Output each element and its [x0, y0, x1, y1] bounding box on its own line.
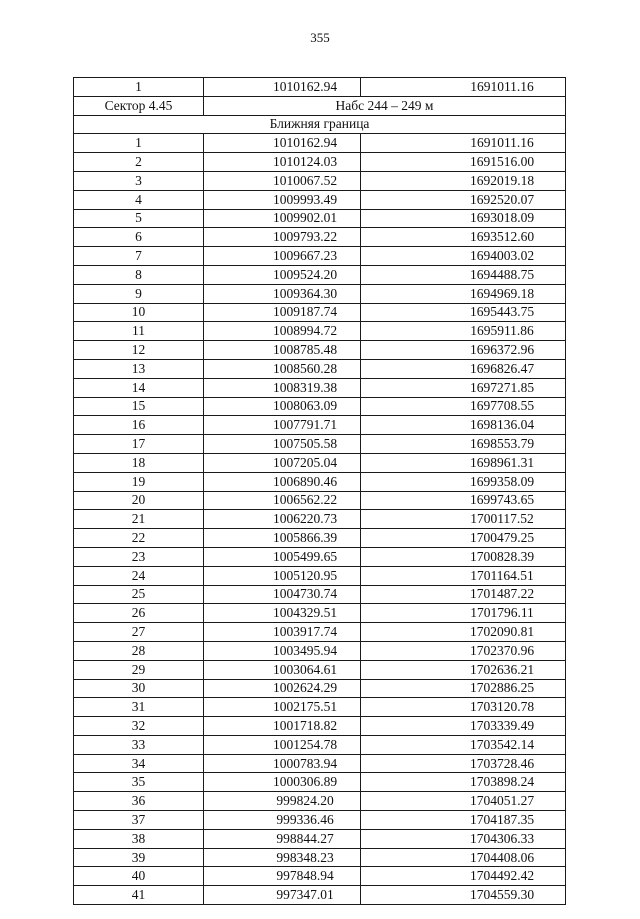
point-index-cell: 35 [74, 773, 204, 792]
y-coordinate-cell: 1701164.51 [361, 566, 566, 585]
y-coordinate-cell: 1698961.31 [361, 453, 566, 472]
point-index-cell: 26 [74, 604, 204, 623]
y-coordinate-cell: 1695443.75 [361, 303, 566, 322]
point-index-cell: 21 [74, 510, 204, 529]
point-index-cell: 22 [74, 529, 204, 548]
y-coordinate-cell: 1693512.60 [361, 228, 566, 247]
y-coordinate-cell: 1703542.14 [361, 735, 566, 754]
table-row [74, 453, 566, 472]
point-index-cell: 2 [74, 153, 204, 172]
point-index-cell: 1 [74, 134, 204, 153]
x-coordinate-cell: 1003064.61 [204, 660, 361, 679]
y-coordinate-cell: 1700828.39 [361, 547, 566, 566]
table-row [74, 623, 566, 642]
point-index-cell: 38 [74, 829, 204, 848]
point-index-cell: 19 [74, 472, 204, 491]
y-coordinate-cell: 1691516.00 [361, 153, 566, 172]
table-row [74, 848, 566, 867]
table-row [74, 247, 566, 266]
x-coordinate-cell: 1000783.94 [204, 754, 361, 773]
point-index-cell: 15 [74, 397, 204, 416]
point-index-cell: 29 [74, 660, 204, 679]
y-coordinate-cell: 1698136.04 [361, 416, 566, 435]
point-index-cell: 41 [74, 886, 204, 905]
y-coordinate-cell: 1703728.46 [361, 754, 566, 773]
table-row [74, 829, 566, 848]
x-coordinate-cell: 1009993.49 [204, 190, 361, 209]
x-coordinate-cell: 1009364.30 [204, 284, 361, 303]
y-coordinate-cell: 1700117.52 [361, 510, 566, 529]
x-coordinate-cell: 1010162.94 [204, 78, 361, 97]
point-index-cell: 33 [74, 735, 204, 754]
table-row [74, 867, 566, 886]
table-row [74, 303, 566, 322]
table-row [74, 660, 566, 679]
x-coordinate-cell: 1007505.58 [204, 435, 361, 454]
x-coordinate-cell: 1006562.22 [204, 491, 361, 510]
x-coordinate-cell: 1007205.04 [204, 453, 361, 472]
table-row [74, 265, 566, 284]
x-coordinate-cell: 1001254.78 [204, 735, 361, 754]
y-coordinate-cell: 1692520.07 [361, 190, 566, 209]
point-index-cell: 18 [74, 453, 204, 472]
table-row [74, 510, 566, 529]
table-row [74, 811, 566, 830]
x-coordinate-cell: 1010124.03 [204, 153, 361, 172]
table-row [74, 153, 566, 172]
x-coordinate-cell: 1006220.73 [204, 510, 361, 529]
point-index-cell: 7 [74, 247, 204, 266]
point-index-cell: 11 [74, 322, 204, 341]
x-coordinate-cell: 997347.01 [204, 886, 361, 905]
table-row [74, 585, 566, 604]
x-coordinate-cell: 1004730.74 [204, 585, 361, 604]
x-coordinate-cell: 1009187.74 [204, 303, 361, 322]
table-row [74, 698, 566, 717]
x-coordinate-cell: 1008063.09 [204, 397, 361, 416]
x-coordinate-cell: 1003495.94 [204, 641, 361, 660]
point-index-cell: 14 [74, 378, 204, 397]
y-coordinate-cell: 1696372.96 [361, 341, 566, 360]
y-coordinate-cell: 1704187.35 [361, 811, 566, 830]
y-coordinate-cell: 1702090.81 [361, 623, 566, 642]
y-coordinate-cell: 1703898.24 [361, 773, 566, 792]
y-coordinate-cell: 1694969.18 [361, 284, 566, 303]
y-coordinate-cell: 1696826.47 [361, 359, 566, 378]
table-row [74, 604, 566, 623]
y-coordinate-cell: 1701487.22 [361, 585, 566, 604]
table-body [74, 78, 566, 905]
y-coordinate-cell: 1693018.09 [361, 209, 566, 228]
y-coordinate-cell: 1704306.33 [361, 829, 566, 848]
x-coordinate-cell: 1010067.52 [204, 171, 361, 190]
table-row [74, 773, 566, 792]
x-coordinate-cell: 1002624.29 [204, 679, 361, 698]
table-row [74, 679, 566, 698]
table-row [74, 359, 566, 378]
y-coordinate-cell: 1704408.06 [361, 848, 566, 867]
x-coordinate-cell: 1004329.51 [204, 604, 361, 623]
point-index-cell: 32 [74, 717, 204, 736]
y-coordinate-cell: 1698553.79 [361, 435, 566, 454]
point-index-cell: 28 [74, 641, 204, 660]
y-coordinate-cell: 1703120.78 [361, 698, 566, 717]
x-coordinate-cell: 999824.20 [204, 792, 361, 811]
point-index-cell: 30 [74, 679, 204, 698]
y-coordinate-cell: 1695911.86 [361, 322, 566, 341]
x-coordinate-cell: 1008785.48 [204, 341, 361, 360]
y-coordinate-cell: 1702370.96 [361, 641, 566, 660]
point-index-cell: 3 [74, 171, 204, 190]
table-row [74, 735, 566, 754]
point-index-cell: 40 [74, 867, 204, 886]
y-coordinate-cell: 1699743.65 [361, 491, 566, 510]
boundary-title: Ближняя граница [74, 115, 566, 134]
y-coordinate-cell: 1704492.42 [361, 867, 566, 886]
x-coordinate-cell: 1002175.51 [204, 698, 361, 717]
y-coordinate-cell: 1702636.21 [361, 660, 566, 679]
x-coordinate-cell: 1008560.28 [204, 359, 361, 378]
y-coordinate-cell: 1699358.09 [361, 472, 566, 491]
sector-label: Сектор 4.45 [74, 96, 204, 115]
point-index-cell: 6 [74, 228, 204, 247]
table-row [74, 322, 566, 341]
point-index-cell: 5 [74, 209, 204, 228]
point-index-cell: 24 [74, 566, 204, 585]
table-row [74, 171, 566, 190]
y-coordinate-cell: 1691011.16 [361, 134, 566, 153]
point-index-cell: 10 [74, 303, 204, 322]
y-coordinate-cell: 1704051.27 [361, 792, 566, 811]
y-coordinate-cell: 1701796.11 [361, 604, 566, 623]
point-index-cell: 34 [74, 754, 204, 773]
x-coordinate-cell: 1009793.22 [204, 228, 361, 247]
table-row [74, 547, 566, 566]
x-coordinate-cell: 1010162.94 [204, 134, 361, 153]
point-index-cell: 16 [74, 416, 204, 435]
y-coordinate-cell: 1703339.49 [361, 717, 566, 736]
x-coordinate-cell: 1009902.01 [204, 209, 361, 228]
table-row [74, 529, 566, 548]
point-index-cell: 31 [74, 698, 204, 717]
x-coordinate-cell: 1001718.82 [204, 717, 361, 736]
table-row [74, 435, 566, 454]
x-coordinate-cell: 1005866.39 [204, 529, 361, 548]
table-row [74, 190, 566, 209]
y-coordinate-cell: 1697271.85 [361, 378, 566, 397]
table-row [74, 284, 566, 303]
point-index-cell: 1 [74, 78, 204, 97]
point-index-cell: 12 [74, 341, 204, 360]
y-coordinate-cell: 1692019.18 [361, 171, 566, 190]
table-row [74, 134, 566, 153]
table-row [74, 209, 566, 228]
y-coordinate-cell: 1694488.75 [361, 265, 566, 284]
y-coordinate-cell: 1694003.02 [361, 247, 566, 266]
point-index-cell: 25 [74, 585, 204, 604]
x-coordinate-cell: 1005120.95 [204, 566, 361, 585]
table-row [74, 472, 566, 491]
point-index-cell: 37 [74, 811, 204, 830]
table-row [74, 641, 566, 660]
table-row [74, 341, 566, 360]
table-row [74, 491, 566, 510]
table-row [74, 717, 566, 736]
x-coordinate-cell: 998844.27 [204, 829, 361, 848]
x-coordinate-cell: 1009667.23 [204, 247, 361, 266]
sector-height-range: Набс 244 – 249 м [204, 96, 566, 115]
point-index-cell: 4 [74, 190, 204, 209]
point-index-cell: 17 [74, 435, 204, 454]
x-coordinate-cell: 1000306.89 [204, 773, 361, 792]
y-coordinate-cell: 1691011.16 [361, 78, 566, 97]
coordinates-table [73, 77, 566, 905]
sector-header-row [74, 96, 566, 115]
y-coordinate-cell: 1702886.25 [361, 679, 566, 698]
table-row [74, 754, 566, 773]
x-coordinate-cell: 1008994.72 [204, 322, 361, 341]
point-index-cell: 27 [74, 623, 204, 642]
boundary-title-row [74, 115, 566, 134]
y-coordinate-cell: 1704559.30 [361, 886, 566, 905]
table-row [74, 886, 566, 905]
table-row [74, 378, 566, 397]
x-coordinate-cell: 998348.23 [204, 848, 361, 867]
point-index-cell: 8 [74, 265, 204, 284]
x-coordinate-cell: 999336.46 [204, 811, 361, 830]
x-coordinate-cell: 1005499.65 [204, 547, 361, 566]
point-index-cell: 23 [74, 547, 204, 566]
point-index-cell: 13 [74, 359, 204, 378]
table-row [74, 228, 566, 247]
x-coordinate-cell: 1007791.71 [204, 416, 361, 435]
x-coordinate-cell: 1009524.20 [204, 265, 361, 284]
page-number: 355 [310, 30, 330, 45]
table-row-continued [74, 78, 566, 97]
point-index-cell: 9 [74, 284, 204, 303]
table-row [74, 397, 566, 416]
table-row [74, 416, 566, 435]
table-row [74, 566, 566, 585]
x-coordinate-cell: 997848.94 [204, 867, 361, 886]
y-coordinate-cell: 1697708.55 [361, 397, 566, 416]
x-coordinate-cell: 1006890.46 [204, 472, 361, 491]
table-row [74, 792, 566, 811]
y-coordinate-cell: 1700479.25 [361, 529, 566, 548]
point-index-cell: 36 [74, 792, 204, 811]
point-index-cell: 20 [74, 491, 204, 510]
point-index-cell: 39 [74, 848, 204, 867]
x-coordinate-cell: 1008319.38 [204, 378, 361, 397]
x-coordinate-cell: 1003917.74 [204, 623, 361, 642]
